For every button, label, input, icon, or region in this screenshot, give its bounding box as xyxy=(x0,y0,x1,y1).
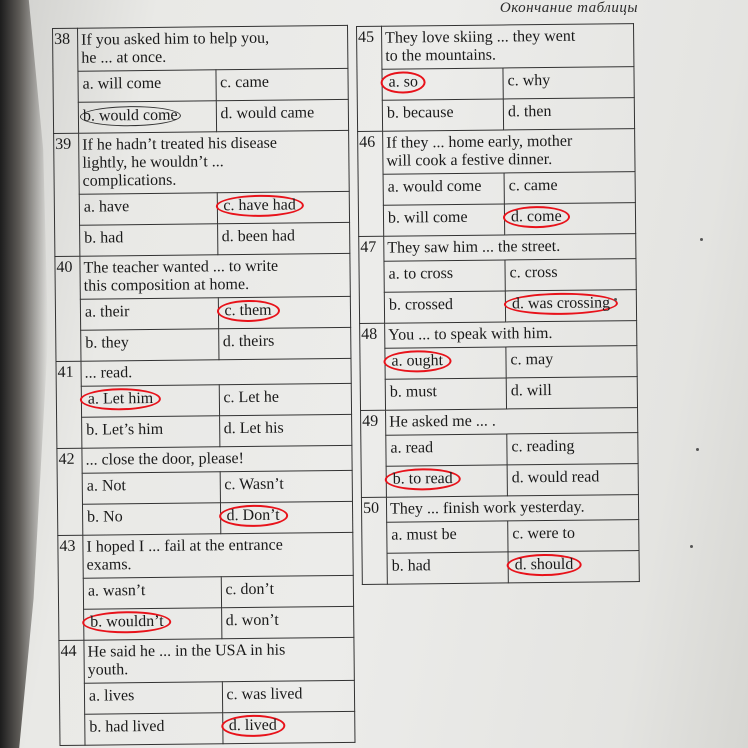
option-text: b. because xyxy=(386,103,454,122)
option-text: d. will xyxy=(510,381,552,400)
options-row xyxy=(59,680,354,714)
option-text: d. would read xyxy=(511,468,600,487)
speck xyxy=(690,545,693,548)
option-text: a. ought xyxy=(391,352,444,370)
red-circle-mark xyxy=(221,715,285,738)
option-text: a. Let him xyxy=(87,389,154,408)
question-line: ... close the door, please! xyxy=(85,450,245,469)
question-line: he ... at once. xyxy=(81,48,167,67)
options-row xyxy=(55,222,350,256)
answer-option xyxy=(82,416,220,448)
question-row xyxy=(361,495,638,523)
answer-option xyxy=(384,260,505,292)
option-text: c. why xyxy=(507,71,551,90)
speck xyxy=(700,238,703,241)
option-text: a. their xyxy=(84,303,130,321)
question-number: 45 xyxy=(357,26,383,131)
answer-option xyxy=(221,575,354,607)
question-line: You ... to speak with him. xyxy=(388,324,553,344)
question-number: 50 xyxy=(361,497,387,584)
answer-option xyxy=(383,173,504,205)
question-number: 42 xyxy=(57,448,83,535)
answer-option xyxy=(382,68,503,100)
option-text: c. Let he xyxy=(223,388,280,407)
options-row xyxy=(56,327,351,361)
question-row xyxy=(57,445,352,473)
options-row xyxy=(57,414,352,448)
question-text xyxy=(386,495,638,523)
option-text: b. wouldn’t xyxy=(90,612,164,631)
option-text: d. would came xyxy=(220,104,315,123)
answer-option xyxy=(217,191,350,223)
question-number: 47 xyxy=(359,236,385,323)
question-number: 41 xyxy=(56,361,82,448)
options-row xyxy=(57,470,352,504)
option-text: d. Don’t xyxy=(226,506,280,525)
answer-option xyxy=(79,193,217,225)
answer-option xyxy=(85,713,223,745)
question-row xyxy=(357,24,634,70)
red-circle-mark xyxy=(82,611,172,634)
question-text xyxy=(385,321,637,349)
question-text xyxy=(83,532,353,578)
answer-option xyxy=(387,552,508,584)
question-text xyxy=(78,25,348,71)
question-line: complications. xyxy=(82,171,177,190)
question-text xyxy=(81,358,351,386)
option-text: d. lived xyxy=(228,716,277,735)
options-row xyxy=(54,191,349,225)
answer-option xyxy=(504,203,635,235)
options-row xyxy=(359,259,636,293)
question-line: They love skiing ... they went xyxy=(385,27,576,47)
answer-option xyxy=(219,383,352,415)
answer-option xyxy=(78,101,216,133)
option-text: c. don’t xyxy=(225,580,275,599)
option-text: d. won’t xyxy=(225,611,279,630)
option-text: b. Let’s him xyxy=(86,420,164,439)
question-number: 40 xyxy=(55,256,81,361)
answer-option xyxy=(508,520,639,552)
answer-option xyxy=(80,298,218,330)
question-line: They saw him ... the street. xyxy=(387,237,561,257)
answer-option xyxy=(217,222,350,254)
answer-option xyxy=(84,608,222,640)
question-line: youth. xyxy=(87,661,129,679)
red-circle-mark xyxy=(383,350,451,373)
option-text: c. came xyxy=(220,73,270,92)
answer-option xyxy=(384,291,505,323)
red-circle-mark xyxy=(503,206,570,229)
speck xyxy=(614,298,617,301)
options-row xyxy=(60,711,355,745)
option-text: a. to cross xyxy=(388,264,454,283)
options-row xyxy=(53,99,348,133)
answer-option xyxy=(216,99,349,131)
question-number: 46 xyxy=(358,131,384,236)
question-number: 39 xyxy=(54,133,80,256)
answer-option xyxy=(503,98,634,130)
option-text: b. had lived xyxy=(89,717,165,736)
answer-option xyxy=(508,551,639,583)
option-text: c. have had xyxy=(223,196,296,215)
option-text: b. crossed xyxy=(388,296,453,314)
option-text: c. them xyxy=(224,301,272,320)
question-line: They ... finish work yesterday. xyxy=(389,498,585,518)
option-text: b. must xyxy=(389,383,438,401)
left-question-table xyxy=(52,25,356,746)
question-line: He asked me ... . xyxy=(389,412,496,431)
question-text xyxy=(79,130,350,194)
question-text xyxy=(383,129,635,175)
question-line: He said he ... in the USA in his xyxy=(87,641,286,661)
red-circle-mark xyxy=(507,554,582,577)
answer-option xyxy=(506,377,637,409)
options-row xyxy=(362,520,639,554)
question-row xyxy=(359,234,636,262)
options-row xyxy=(359,290,636,324)
option-text: d. then xyxy=(507,102,552,121)
answer-option xyxy=(218,327,351,359)
option-text: b. will come xyxy=(387,208,468,227)
answer-option xyxy=(215,68,348,100)
options-row xyxy=(55,296,350,330)
options-row xyxy=(53,68,348,102)
question-row xyxy=(358,129,635,175)
red-circle-mark xyxy=(219,505,288,528)
question-text xyxy=(382,24,634,70)
option-text: a. wasn’t xyxy=(87,582,146,600)
answer-option xyxy=(83,577,221,609)
question-row xyxy=(53,25,348,71)
options-row xyxy=(360,346,637,380)
question-row xyxy=(360,321,637,349)
answer-option xyxy=(218,296,351,328)
option-text: d. was crossing xyxy=(511,294,611,313)
option-text: a. will come xyxy=(82,74,162,93)
answer-option xyxy=(222,711,355,743)
question-number: 49 xyxy=(361,410,387,497)
answer-option xyxy=(221,606,354,638)
question-line: will cook a festive dinner. xyxy=(386,150,553,170)
red-circle-mark xyxy=(504,292,618,315)
option-text: c. may xyxy=(510,350,554,369)
answer-option xyxy=(387,521,508,553)
answer-option xyxy=(382,99,503,131)
options-row xyxy=(361,464,638,498)
answer-option xyxy=(220,470,353,502)
option-text: c. Wasn’t xyxy=(224,475,284,494)
option-text: d. theirs xyxy=(222,332,275,351)
option-text: d. Let his xyxy=(223,419,284,438)
options-row xyxy=(357,98,634,132)
answer-option xyxy=(222,680,355,712)
answer-option xyxy=(385,347,506,379)
answer-option xyxy=(84,682,222,714)
answer-option xyxy=(506,346,637,378)
question-line: If he hadn’t treated his disease xyxy=(82,134,278,154)
option-text: a. would come xyxy=(387,177,482,196)
option-text: a. lives xyxy=(88,687,135,705)
question-row xyxy=(59,637,354,683)
question-row xyxy=(56,358,351,386)
answer-option xyxy=(78,70,216,102)
options-row xyxy=(56,383,351,417)
options-row xyxy=(361,433,638,467)
option-text: d. come xyxy=(510,207,562,226)
question-number: 44 xyxy=(59,640,85,745)
option-text: b. had xyxy=(84,229,124,247)
question-row xyxy=(58,532,353,578)
question-text xyxy=(82,445,352,473)
option-text: c. was lived xyxy=(226,685,303,704)
answer-option xyxy=(505,290,636,322)
question-line: I hoped I ... fail at the entrance xyxy=(86,536,283,556)
question-row xyxy=(55,253,350,299)
options-row xyxy=(357,67,634,101)
option-text: b. No xyxy=(87,508,123,526)
question-line: exams. xyxy=(86,556,132,574)
question-line: The teacher wanted ... to write xyxy=(83,257,279,277)
question-number: 43 xyxy=(58,535,84,640)
question-text xyxy=(80,253,350,299)
question-line: If you asked him to help you, xyxy=(81,29,270,49)
page-header: Окончание таблицы xyxy=(499,0,638,16)
answer-option xyxy=(81,329,219,361)
answer-option xyxy=(80,224,218,256)
question-line: If they ... home early, mother xyxy=(386,132,573,152)
question-row xyxy=(54,130,350,194)
question-text xyxy=(84,637,354,683)
red-circle-mark xyxy=(215,194,304,217)
answer-option xyxy=(383,204,504,236)
options-row xyxy=(358,203,635,237)
answer-option xyxy=(81,385,219,417)
options-row xyxy=(59,606,354,640)
answer-option xyxy=(503,67,634,99)
right-question-table xyxy=(356,23,640,585)
option-text: c. cross xyxy=(509,263,558,282)
question-line: to the mountains. xyxy=(385,46,497,65)
option-text: c. reading xyxy=(511,437,575,456)
question-line: this composition at home. xyxy=(83,275,250,295)
pencil-circle-mark xyxy=(80,106,181,127)
option-text: b. would come xyxy=(82,106,178,125)
answer-option xyxy=(219,414,352,446)
option-text: d. been had xyxy=(221,227,296,246)
question-text xyxy=(386,408,638,436)
answer-option xyxy=(386,434,507,466)
answer-option xyxy=(385,378,506,410)
answer-option xyxy=(507,433,638,465)
option-text: b. had xyxy=(391,557,431,575)
options-row xyxy=(360,377,637,411)
options-row xyxy=(57,501,352,535)
options-row xyxy=(358,172,635,206)
option-text: d. should xyxy=(514,555,574,574)
answer-option xyxy=(504,172,635,204)
question-line: ... read. xyxy=(84,364,133,382)
speck xyxy=(696,448,699,451)
red-circle-mark xyxy=(380,71,426,93)
question-number: 48 xyxy=(360,323,386,410)
option-text: a. read xyxy=(390,439,434,457)
answer-option xyxy=(505,259,636,291)
option-text: a. must be xyxy=(391,525,457,544)
option-text: b. they xyxy=(85,334,129,352)
question-number: 38 xyxy=(53,28,79,133)
answer-option xyxy=(82,503,220,535)
option-text: c. came xyxy=(508,176,558,195)
answer-option xyxy=(82,472,220,504)
options-row xyxy=(58,575,353,609)
option-text: a. have xyxy=(83,198,130,216)
answer-option xyxy=(507,464,638,496)
question-text xyxy=(384,234,636,262)
question-row xyxy=(361,408,638,436)
red-circle-mark xyxy=(216,300,279,323)
option-text: c. were to xyxy=(512,524,576,543)
option-text: a. Not xyxy=(86,477,126,495)
answer-option xyxy=(220,501,353,533)
options-row xyxy=(362,551,639,585)
option-text: a. so xyxy=(388,73,419,91)
red-circle-mark xyxy=(385,468,461,491)
answer-option xyxy=(386,465,507,497)
red-circle-mark xyxy=(80,388,162,411)
question-line: lightly, he wouldn’t ... xyxy=(82,153,224,172)
option-text: b. to read xyxy=(392,470,453,488)
